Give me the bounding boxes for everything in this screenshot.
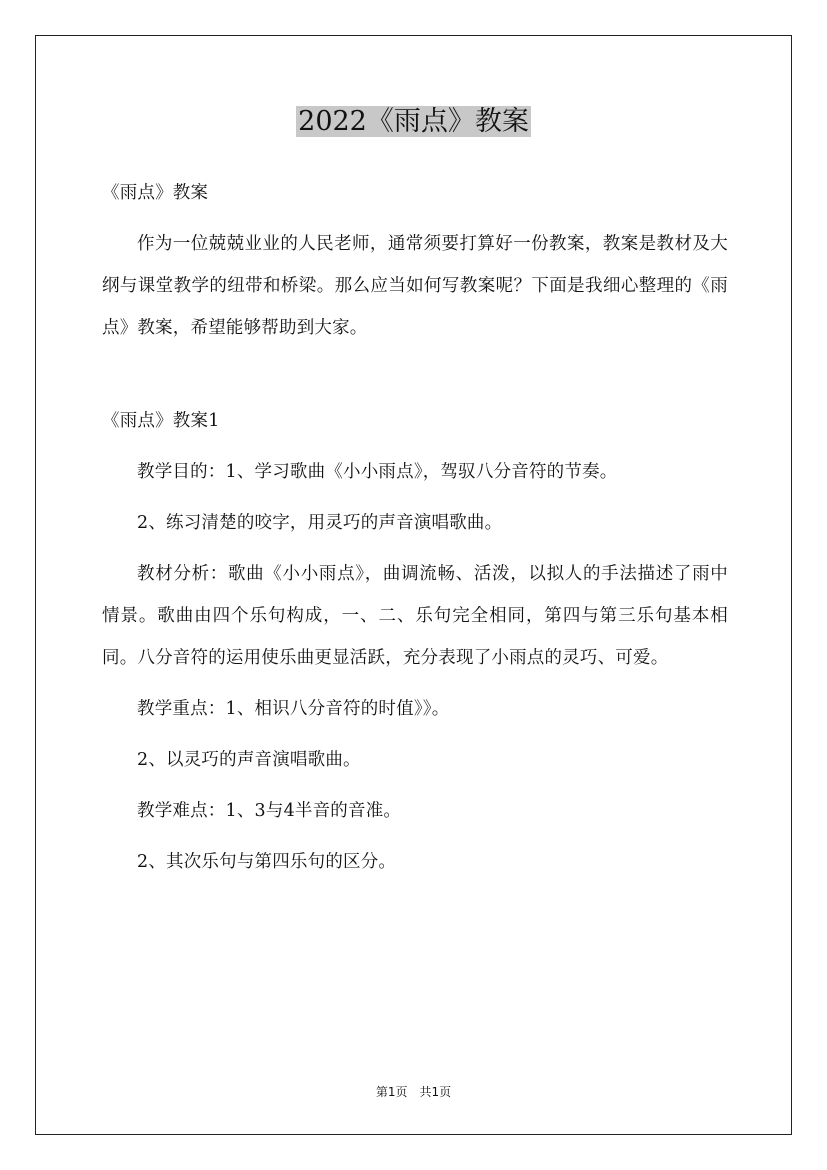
paragraph-objectives: 教学目的：1、学习歌曲《小小雨点》，驾驭八分音符的节奏。: [137, 462, 618, 482]
paragraph-key-points-2: 2、以灵巧的声音演唱歌曲。: [137, 750, 361, 770]
intro-paragraph: 作为一位兢兢业业的人民老师，通常须要打算好一份教案，教案是教材及大纲与课堂教学的纽带和桥梁。那么应当如何写教案呢？下面是我细心整理的《雨点》教案，希望能够帮助到大家。: [102, 234, 728, 338]
page-footer: [0, 1082, 827, 1102]
document-title: [0, 102, 827, 142]
paragraph-difficulties-2: 2、其次乐句与第四乐句的区分。: [137, 852, 397, 872]
section-heading: 《雨点》教案1: [102, 411, 220, 431]
document-title-text: 2022《雨点》教案: [298, 106, 529, 137]
page-number: 第1页 共1页: [375, 1085, 452, 1099]
document-subtitle: 《雨点》教案: [102, 183, 209, 203]
paragraph-analysis: 教材分析：歌曲《小小雨点》，曲调流畅、活泼，以拟人的手法描述了雨中情景。歌曲由四个乐句构成，一、二、乐句完全相同，第四与第三乐句基本相同。八分音符的运用使乐曲更显活跃，充分表现了小雨点的灵巧、可爱。: [102, 564, 728, 668]
document-body: [102, 172, 728, 883]
section-spacer: [102, 349, 728, 391]
paragraph-key-points: 教学重点：1、相识八分音符的时值》》。: [137, 699, 450, 719]
paragraph-difficulties: 教学难点：1、3与4半音的音准。: [137, 801, 402, 821]
paragraph-objectives-2: 2、练习清楚的咬字，用灵巧的声音演唱歌曲。: [137, 513, 503, 533]
